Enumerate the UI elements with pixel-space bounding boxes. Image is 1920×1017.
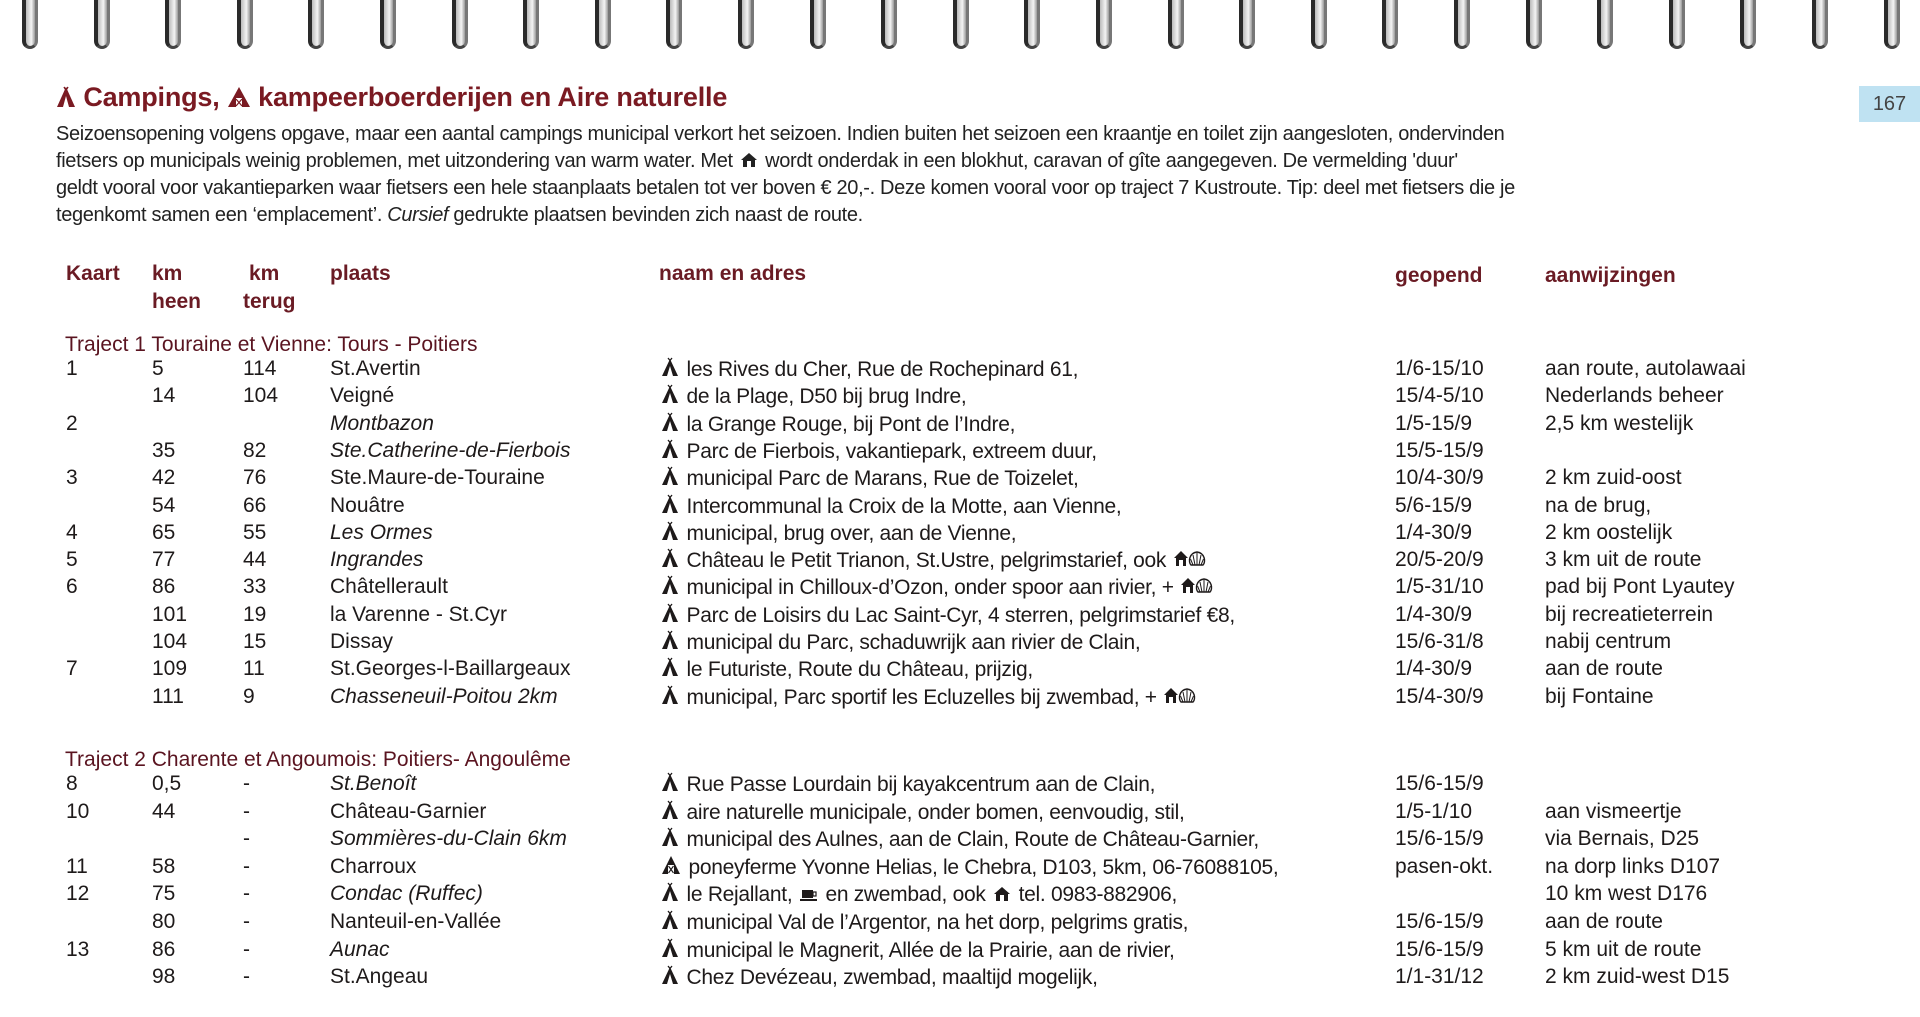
spiral-wire [595,0,611,49]
cell-plaats: Charroux [330,854,417,878]
cell-km-terug: 55 [243,520,267,544]
cell-naam-adres [659,630,1140,656]
cell-km-heen: 44 [152,799,176,823]
table-row [0,439,1920,466]
cell-plaats: la Varenne - St.Cyr [330,602,508,626]
cell-km-heen: 5 [152,357,164,380]
naam-text: Château le Petit Trianon, St.Ustre, pelgrimstarief, ook [681,549,1167,573]
spiral-wire [1812,0,1828,49]
spiral-ring [873,0,899,56]
cell-km-terug: 114 [243,357,277,380]
tent-icon [661,882,679,908]
table-row [0,603,1920,630]
cell-plaats: Chasseneuil-Poitou 2km [330,684,558,708]
spiral-wire [1168,0,1184,49]
spiral-wire [308,0,324,49]
cell-aanwijzingen: 2 km oostelijk [1545,520,1673,544]
cell-aanwijzingen: nabij centrum [1545,630,1672,653]
spiral-ring [1231,0,1257,56]
cell-naam-adres [659,548,1210,574]
cell-plaats: Veigné [330,384,395,408]
spiral-ring [945,0,971,56]
naam-text: municipal in Chilloux-d’Ozon, onder spoor aan rivier, + [681,576,1174,600]
cell-geopend: 1/4-30/9 [1395,657,1473,681]
spiral-wire [165,0,181,49]
naam-text: municipal, Parc sportif les Ecluzelles bij zwembad, + [681,685,1157,709]
intro-line-4 [56,202,1856,229]
naam-text: Intercommunal la Croix de la Motte, aan Vienne, [681,494,1122,518]
naam-text: municipal le Magnerit, Allée de la Prairie, aan de rivier, [681,938,1175,962]
col-header-km-terug-line2: terug [243,290,296,313]
cell-kaart: 2 [66,411,78,435]
cell-geopend: 10/4-30/9 [1395,466,1484,490]
spiral-wire [1382,0,1398,49]
cell-km-heen: 0,5 [152,772,182,795]
cell-geopend: 1/4-30/9 [1395,602,1473,626]
cell-naam-adres [659,384,966,410]
section-title: Traject 2 Charente et Angoumois: Poitiers- Angoulême [65,748,571,771]
table-row [0,800,1920,827]
spiral-wire [380,0,396,49]
cell-km-terug: - [243,965,250,989]
cell-geopend: 1/5-31/10 [1395,575,1484,599]
col-header-aanwijzingen: aanwijzingen [1545,264,1676,287]
spiral-ring [444,0,470,56]
cell-km-terug: 19 [243,602,267,626]
table-row [0,494,1920,521]
table-row [0,357,1920,384]
cell-plaats: Montbazon [330,411,434,435]
cell-naam-adres [659,439,1097,465]
spiral-ring [14,0,40,56]
cell-kaart: 7 [66,657,78,681]
cell-aanwijzingen: aan vismeertje [1545,799,1682,823]
cell-naam-adres [659,575,1217,601]
cell-kaart: 5 [66,548,78,572]
cell-geopend: 15/4-30/9 [1395,684,1484,708]
cell-geopend: 5/6-15/9 [1395,493,1473,517]
naam-text: municipal des Aulnes, aan de Clain, Route de Château-Garnier, [681,828,1259,852]
cell-plaats: Châtellerault [330,575,448,599]
naam-text: poneyferme Yvonne Helias, le Chebra, D103, 5km, 06-76088105, [683,855,1279,879]
spiral-wire [1096,0,1112,49]
cell-naam-adres [659,685,1200,711]
cell-km-heen: 77 [152,548,176,572]
page-number: 167 [1859,86,1920,122]
col-header-plaats: plaats [330,262,391,285]
naam-text: municipal Val de l’Argentor, na het dorp, pelgrims gratis, [681,911,1189,934]
cell-aanwijzingen: aan de route [1545,910,1663,933]
cell-kaart: 3 [66,466,78,490]
cell-naam-adres [659,827,1259,853]
cell-plaats: Nouâtre [330,493,405,517]
tent-icon [661,827,679,853]
cell-km-heen: 35 [152,438,176,462]
naam-text: de la Plage, D50 bij brug Indre, [681,385,967,409]
spiral-wire [1454,0,1470,49]
cell-km-heen: 58 [152,854,176,878]
cell-km-heen: 104 [152,630,188,653]
intro-line-2 [56,148,1856,175]
spiral-ring [587,0,613,56]
cell-km-heen: 86 [152,937,176,961]
spiral-ring [1589,0,1615,56]
hut-icon [740,152,758,168]
col-header-km-heen-line2: heen [152,290,202,313]
naam-text: municipal, brug over, aan de Vienne, [681,521,1017,545]
cell-km-terug: 33 [243,575,267,599]
spiral-wire [1884,0,1900,49]
cell-km-terug: 104 [243,384,279,408]
cell-plaats: Ste.Maure-de-Touraine [330,466,545,490]
tent-icon [661,384,679,410]
naam-text: la Grange Rouge, bij Pont de l’Indre, [681,412,1016,436]
cell-plaats: Sommières-du-Clain 6km [330,827,567,851]
cell-plaats: St.Georges-l-Baillargeaux [330,657,571,681]
cell-km-terug: - [243,854,250,878]
cell-km-heen: 80 [152,910,176,933]
table-row [0,882,1920,909]
cell-kaart: 8 [66,772,78,795]
tent-icon [661,439,679,465]
cell-naam-adres [659,772,1155,798]
farm-tent-icon [661,855,681,881]
tent-icon [661,965,679,991]
tent-icon [661,910,679,936]
cell-geopend: 15/6-31/8 [1395,630,1484,653]
cell-geopend: 1/4-30/9 [1395,520,1473,544]
col-header-km-heen-line1: km [152,262,183,285]
intro-line-2a: fietsers op municipals weinig problemen, met uitzondering van warm water. Met [56,150,733,172]
spiral-wire [1239,0,1255,49]
cell-km-heen: 111 [152,684,184,708]
spiral-ring [157,0,183,56]
cell-kaart: 6 [66,575,78,599]
cell-km-terug: 66 [243,493,267,517]
cell-geopend: 20/5-20/9 [1395,548,1484,572]
cell-km-terug: - [243,799,250,823]
spiral-ring [1446,0,1472,56]
spiral-ring [658,0,684,56]
spiral-wire [1597,0,1613,49]
table-row [0,521,1920,548]
spiral-wire [953,0,969,49]
cell-km-terug: 11 [243,657,265,681]
col-header-naam: naam en adres [659,262,807,285]
cell-km-terug: - [243,937,250,961]
cell-km-heen: 86 [152,575,176,599]
intro-line-4a: tegenkomt samen een ‘emplacement’. [56,204,383,226]
tent-icon [661,412,679,438]
hut-shell-icon [1164,687,1198,711]
cell-geopend: 1/5-15/9 [1395,411,1473,435]
hut-icon [993,884,1011,908]
cell-kaart: 4 [66,520,78,544]
tent-icon [661,466,679,492]
cell-naam-adres [659,938,1175,964]
cell-km-heen: 75 [152,882,176,906]
naam-text: municipal du Parc, schaduwrijk aan rivier de Clain, [681,631,1141,654]
cell-km-terug: - [243,882,250,906]
cell-aanwijzingen: na de brug, [1545,493,1652,517]
cell-km-terug: - [243,827,250,851]
table-row [0,412,1920,439]
table-row [0,910,1920,937]
spiral-ring [515,0,541,56]
farm-tent-icon [227,86,251,108]
cell-aanwijzingen: 5 km uit de route [1545,937,1702,961]
cell-plaats: Les Ormes [330,520,433,544]
spiral-wire [1740,0,1756,49]
cell-plaats: Ste.Catherine-de-Fierbois [330,438,571,462]
spiral-ring [1374,0,1400,56]
cell-naam-adres [659,412,1015,438]
spiral-ring [1661,0,1687,56]
tent-icon [661,575,679,601]
cell-km-heen: 42 [152,466,176,490]
cell-aanwijzingen: Nederlands beheer [1545,384,1724,408]
spiral-wire [22,0,38,49]
tent-icon [661,800,679,826]
cell-naam-adres [659,965,1098,991]
cell-geopend: 15/6-15/9 [1395,827,1484,851]
cell-aanwijzingen: via Bernais, D25 [1545,827,1700,851]
spiral-wire [237,0,253,49]
cell-aanwijzingen: 2,5 km westelijk [1545,411,1694,435]
section-title: Traject 1 Touraine et Vienne: Tours - Poitiers [65,333,478,356]
cell-km-heen: 65 [152,520,176,544]
cell-aanwijzingen: aan de route [1545,657,1663,681]
cell-kaart: 10 [66,799,90,823]
spiral-wire [94,0,110,49]
spiral-ring [1088,0,1114,56]
intro-line-1: Seizoensopening volgens opgave, maar een aantal campings municipal verkort het seizoen. Indien buiten het seizoen een kraantje en toilet zijn aangesloten, ondervinden [56,123,1505,145]
naam-text: municipal Parc de Marans, Rue de Toizelet, [681,467,1079,491]
cell-km-terug: 82 [243,438,267,462]
spiral-ring [730,0,756,56]
spiral-wire [1669,0,1685,49]
cell-plaats: Ingrandes [330,548,424,572]
spiral-wire [452,0,468,49]
intro-line-2b: wordt onderdak in een blokhut, caravan of gîte aangegeven. De vermelding 'duur' [765,150,1458,172]
cell-kaart: 1 [66,357,78,380]
intro-line-4-italic: Cursief [387,204,449,226]
cell-aanwijzingen: aan route, autolawaai [1545,357,1746,380]
cell-plaats: St.Benoît [330,772,417,795]
tent-icon [661,938,679,964]
cell-aanwijzingen: bij Fontaine [1545,684,1654,708]
cell-geopend: 1/1-31/12 [1395,965,1484,989]
title-part1: Campings, [83,82,220,112]
cell-naam-adres [659,882,1177,908]
cell-aanwijzingen: 2 km zuid-west D15 [1545,965,1730,989]
cell-plaats: St.Angeau [330,965,429,989]
cell-aanwijzingen: 2 km zuid-oost [1545,466,1682,490]
naam-text: le Rejallant, [681,883,798,907]
spiral-wire [523,0,539,49]
hut-shell-icon [1181,577,1215,601]
cell-geopend: 15/6-15/9 [1395,772,1484,795]
col-header-geopend: geopend [1395,264,1483,287]
spiral-ring [802,0,828,56]
table-row [0,466,1920,493]
cell-km-heen: 54 [152,493,176,517]
spiral-wire [1311,0,1327,49]
cell-naam-adres [659,800,1185,826]
cell-geopend: pasen-okt. [1395,854,1494,878]
col-header-kaart: Kaart [66,262,120,285]
cell-km-terug: 44 [243,548,267,572]
cell-aanwijzingen: bij recreatieterrein [1545,602,1714,626]
table-row [0,630,1920,657]
cell-km-heen: 14 [152,384,176,408]
tent-icon [661,494,679,520]
tent-icon [661,357,679,383]
table-row [0,657,1920,684]
cell-km-terug: 15 [243,630,267,653]
spiral-ring [1518,0,1544,56]
table-row [0,772,1920,799]
tent-icon [661,657,679,683]
cell-aanwijzingen: 10 km west D176 [1545,882,1708,906]
cell-plaats: Nanteuil-en-Vallée [330,910,502,933]
cell-naam-adres [659,657,1033,683]
spiral-ring [1732,0,1758,56]
cell-aanwijzingen: na dorp links D107 [1545,854,1721,878]
table-row [0,938,1920,965]
tent-icon [56,86,76,108]
table-row [0,827,1920,854]
spiral-ring [1303,0,1329,56]
spiral-ring [86,0,112,56]
cell-km-terug: - [243,772,250,795]
naam-text: en zwembad, ook [819,883,992,907]
cell-naam-adres [659,521,1016,547]
cell-km-terug: - [243,910,250,933]
cell-km-heen: 101 [152,602,188,626]
hut-shell-icon [1174,550,1208,574]
cell-km-terug: 9 [243,684,255,708]
cell-naam-adres [659,855,1278,881]
naam-text: aire naturelle municipale, onder bomen, eenvoudig, stil, [681,800,1185,824]
spiral-binding [0,0,1920,60]
cell-plaats: St.Avertin [330,357,421,380]
naam-text: tel. 0983-882906, [1013,883,1177,907]
cell-km-heen: 98 [152,965,176,989]
title-part2: kampeerboerderijen en Aire naturelle [258,82,728,112]
naam-text: le Futuriste, Route du Château, prijzig, [681,658,1033,682]
cell-geopend: 15/6-15/9 [1395,910,1484,933]
cell-km-heen: 109 [152,657,188,681]
spiral-wire [1024,0,1040,49]
cell-naam-adres [659,494,1121,520]
spiral-wire [666,0,682,49]
table-row [0,548,1920,575]
table-row [0,855,1920,882]
cell-naam-adres [659,910,1188,936]
cell-geopend: 15/6-15/9 [1395,937,1484,961]
cell-geopend: 15/5-15/9 [1395,438,1484,462]
tent-icon [661,521,679,547]
naam-text: Rue Passe Lourdain bij kayakcentrum aan de Clain, [681,773,1156,796]
cell-geopend: 15/4-5/10 [1395,384,1484,408]
cell-plaats: Dissay [330,630,394,653]
table-row [0,575,1920,602]
table-row [0,685,1920,712]
tent-icon [661,685,679,711]
cell-kaart: 12 [66,882,90,906]
cell-naam-adres [659,357,1078,383]
naam-text: Parc de Loisirs du Lac Saint-Cyr, 4 sterren, pelgrimstarief €8, [681,603,1235,627]
col-header-km-heen [152,260,201,316]
spiral-wire [738,0,754,49]
naam-text: les Rives du Cher, Rue de Rochepinard 61, [681,358,1079,381]
intro-line-4b: gedrukte plaatsen bevinden zich naast de route. [453,204,863,226]
cell-naam-adres [659,466,1079,492]
intro-paragraph [56,121,1856,229]
table-row [0,384,1920,411]
cell-kaart: 11 [66,854,88,878]
cell-km-terug: 76 [243,466,267,490]
spiral-wire [1526,0,1542,49]
cell-plaats: Aunac [330,937,390,961]
spiral-ring [300,0,326,56]
cell-aanwijzingen: pad bij Pont Lyautey [1545,575,1735,599]
spiral-ring [1016,0,1042,56]
spiral-ring [229,0,255,56]
naam-text: Chez Devézeau, zwembad, maaltijd mogelijk, [681,966,1098,990]
spiral-wire [810,0,826,49]
tent-icon [661,603,679,629]
col-header-km-terug-line1: km [249,262,280,285]
spiral-wire [881,0,897,49]
intro-line-3: geldt vooral voor vakantieparken waar fietsers een hele staanplaats betalen tot ver boven € 20,-. Deze komen vooral voor op traject 7 Kustroute. Tip: deel met fietsers die je [56,177,1515,199]
spiral-ring [1160,0,1186,56]
table-row [0,965,1920,992]
spiral-ring [1876,0,1902,56]
spiral-ring [372,0,398,56]
col-header-km-terug [243,260,296,316]
tent-icon [661,630,679,656]
cell-aanwijzingen: 3 km uit de route [1545,548,1702,572]
cafe-icon [800,884,818,908]
naam-text: Parc de Fierbois, vakantiepark, extreem duur, [681,439,1097,463]
cell-plaats: Condac (Ruffec) [330,882,483,906]
tent-icon [661,548,679,574]
cell-geopend: 1/5-1/10 [1395,799,1473,823]
page-title [56,82,727,113]
tent-icon [661,772,679,798]
cell-plaats: Château-Garnier [330,799,487,823]
cell-kaart: 13 [66,937,90,961]
cell-geopend: 1/6-15/10 [1395,357,1484,380]
spiral-ring [1804,0,1830,56]
cell-naam-adres [659,603,1235,629]
